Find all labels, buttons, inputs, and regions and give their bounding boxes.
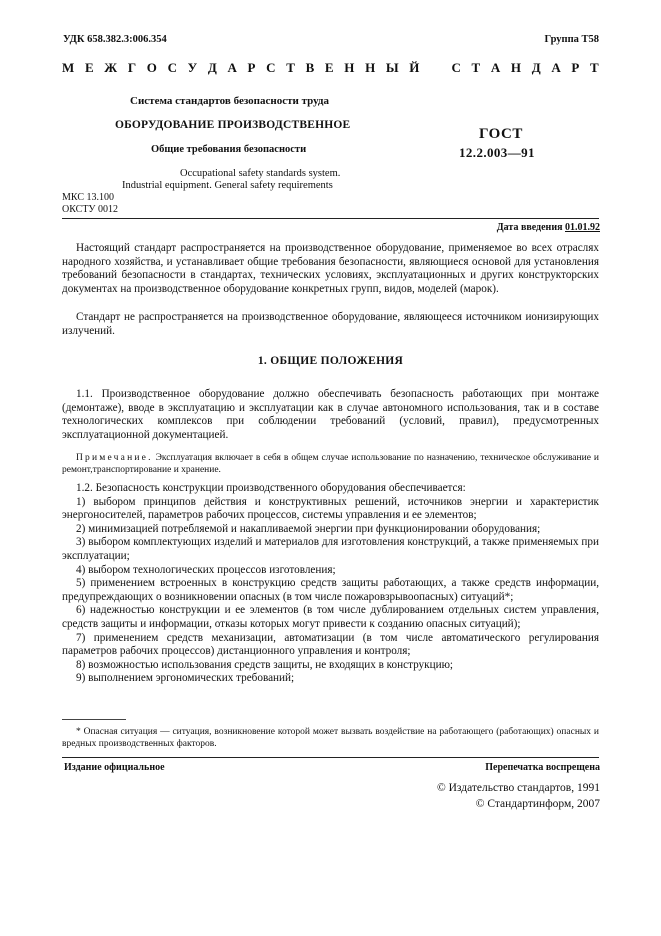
heading-letter: С [451,60,461,75]
heading-letter: Й [409,60,420,75]
heading-letter: Т [471,60,481,75]
list-item: 1) выбором принципов действия и конструктивных решений, источников энергии и характеристик энергоносителей, параметров рабочих процессов, системы управления и ее элементов; [62,495,599,522]
heading-letter: В [305,60,315,75]
gost-number: 12.2.003—91 [459,145,535,160]
footnote-divider [62,719,126,720]
list-item: 8) возможностью использования средств защиты, не входящих в конструкцию; [76,658,454,671]
english-title-line-2: Industrial equipment. General safety requirements [122,180,333,191]
okstu-code: ОКСТУ 0012 [62,204,119,215]
copyright-line-2: © Стандартинформ, 2007 [475,798,600,810]
scope-exclusion-paragraph: Стандарт не распространяется на производственное оборудование, являющееся источником ионизирующих излучений. [62,311,599,337]
reprint-prohibited-label: Перепечатка воспрещена [485,762,600,773]
heading-letter: Ы [385,60,399,75]
heading-letter: Н [365,60,376,75]
introduction-date [497,222,600,233]
list-item: 4) выбором технологических процессов изготовления; [76,563,336,576]
heading-letter: Е [324,60,334,75]
english-title-line-1: Occupational safety standards system. [180,168,341,179]
heading-letter: Ж [104,60,118,75]
intro-paragraph-block [62,242,599,296]
clause-1-1-block [62,388,599,442]
introduction-date-value: 01.01.92 [565,222,600,233]
udk-code: УДК 658.382.3:006.354 [63,34,167,45]
intro-paragraph: Настоящий стандарт распространяется на производственное оборудование, применяемое во всех отраслях народного хозяйства, и устанавливает общие требования безопасности, являющиеся основой для установления требований безопасности в стандартах, технических условиях, эксплуатационных и других конструкторских документах на производственное оборудование конкретных групп, видов, моделей (марок). [62,242,599,295]
footnote-block [62,726,599,750]
interstate-standard-heading [62,60,599,76]
copyright-line-1: © Издательство стандартов, 1991 [436,782,600,794]
heading-letter: Н [510,60,522,75]
official-edition-label: Издание официальное [64,762,165,773]
heading-letter: С [167,60,177,75]
heading-letter: А [551,60,561,75]
note-label: Примечание. [76,453,153,463]
clause-1-1: 1.1. Производственное оборудование должно обеспечивать безопасность работающих при монтаже (демонтаже), вводе в эксплуатацию и эксплуатации как в случае автономного использования, так и в составе технологических комплексов при соблюдении требований (условий, правил), предусмотренных эксплуатационной документацией. [62,388,599,441]
heading-letter: Е [84,60,94,75]
footer-divider [62,757,599,758]
heading-letter: Д [207,60,217,75]
list-item: 3) выбором комплектующих изделий и материалов для изготовления конструкций, а также применяемых при эксплуатации; [62,536,599,562]
section-title: 1. ОБЩИЕ ПОЛОЖЕНИЯ [257,355,404,367]
clause-1-2: 1.2. Безопасность конструкции производственного оборудования обеспечивается: [76,482,466,494]
clause-1-2-block [62,482,599,686]
scope-exclusion-block [62,311,599,338]
list-item: 9) выполнением эргономических требований; [76,672,295,685]
document-title: ОБОРУДОВАНИЕ ПРОИЗВОДСТВЕННОЕ [115,119,351,131]
standards-system-title: Система стандартов безопасности труда [130,95,329,107]
heading-letter: У [187,60,198,75]
heading-letter: Д [531,60,541,75]
heading-letter: Н [344,60,355,75]
note-block [62,452,599,476]
heading-letter: С [266,60,276,75]
footnote-text: * Опасная ситуация — ситуация, возникновение которой может вызвать воздействие на работающего (работающих) опасных и вредных производственных факторов. [62,727,599,749]
group-code: Группа Т58 [544,34,599,45]
list-item: 6) надежностью конструкции и ее элементов (в том числе дублированием отдельных систем управления, средств защиты и информации, отказы которых могут привести к созданию опасных ситуаций); [62,604,599,630]
gost-label: ГОСТ [479,126,523,142]
heading-letter: Г [127,60,137,75]
heading-letter: Р [247,60,256,75]
note-text: Эксплуатация включает в себя в общем случае использование по назначению, техническое обслуживание и ремонт,транспортирование и хранение. [62,453,599,475]
heading-letter: А [490,60,501,75]
mks-code: МКС 13.100 [62,192,114,203]
heading-letter: М [62,60,75,75]
header-divider [62,218,599,219]
heading-letter: Т [286,60,295,75]
list-item: 5) применением встроенных в конструкцию средств защиты работающих, а также средств информации, предупреждающих о возникновении опасных (в том числе пожаровзрывоопасных) ситуаций*; [62,577,599,603]
heading-letter: Р [571,60,580,75]
heading-letter: О [146,60,157,75]
list-item: 2) минимизацией потребляемой и накапливаемой энергии при функционировании оборудования; [76,522,541,535]
document-subtitle: Общие требования безопасности [151,144,307,155]
introduction-date-label: Дата введения [496,222,565,233]
heading-letter: Т [590,60,599,75]
list-item: 7) применением средств механизации, автоматизации (в том числе автоматического регулирования параметров рабочих процессов) дистанционного управления и контроля; [62,631,599,658]
heading-letter: А [227,60,237,75]
